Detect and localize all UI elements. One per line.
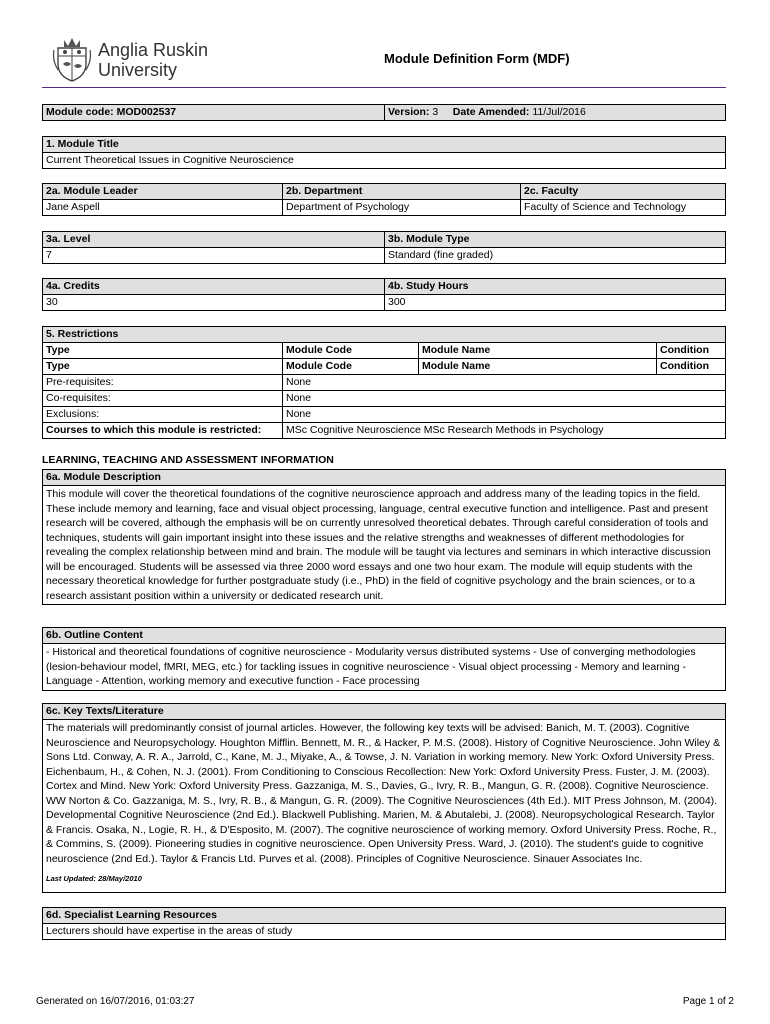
module-leader-value: Jane Aspell <box>43 200 283 216</box>
module-description-table <box>42 469 726 605</box>
credits-value: 30 <box>43 295 385 311</box>
outline-content-text: - Historical and theoretical foundations of cognitive neuroscience - Modularity versus distributed systems - Use of converging methodologies (lesion-behaviour model, fMRI, MEG, etc.) for tackling issues in cognitive neuroscience - Visual object processing - Memory and learning - Language - Attention, working memory and executive function - Face processing <box>43 644 726 691</box>
module-description-text: This module will cover the theoretical foundations of the cognitive neuroscience approach and address many of the leading topics in the field. These include memory and learning, face and visual object processing, language, central executive function and intelligence. Past and present research will be covered, although the emphasis will be on currently unresolved theoretical debates. Through careful consideration of tools and techniques, students will gain important insight into these issues and the relative strengths and weaknesses of different methodologies for revealing the complex relationship between mind and brain. The module will be taught via lectures and seminars in which interactive discussion will be encouraged. Students will be assessed via three 2000 word essays and one two hour exam. The module will equip students with the necessary theoretical knowledge for further postgraduate study (i.e., PhD) in the field of cognitive psychology and the brain sciences, or to a research assistant position within a university or dedicated research unit. <box>43 486 726 605</box>
module-code: Module code: MOD002537 <box>43 105 385 121</box>
study-hours-label: 4b. Study Hours <box>385 279 726 295</box>
module-description-label: 6a. Module Description <box>43 470 726 486</box>
restricted-courses-value: MSc Cognitive Neuroscience MSc Research Methods in Psychology <box>283 423 726 439</box>
restriction-value: None <box>283 407 726 423</box>
col-module-code: Module Code <box>283 359 419 375</box>
last-updated: Last Updated: 28/May/2010 <box>46 874 142 883</box>
restriction-value: None <box>283 375 726 391</box>
department-value: Department of Psychology <box>283 200 521 216</box>
outline-content-table <box>42 627 726 691</box>
generated-timestamp: Generated on 16/07/2016, 01:03:27 <box>36 996 195 1007</box>
col-module-code: Module Code <box>283 343 419 359</box>
col-condition: Condition <box>657 359 726 375</box>
credits-label: 4a. Credits <box>43 279 385 295</box>
university-logo <box>52 36 212 84</box>
date-amended-label: Date Amended: <box>452 106 530 118</box>
module-type-value: Standard (fine graded) <box>385 248 726 264</box>
crest-icon <box>52 36 92 82</box>
restrictions-table <box>42 326 726 439</box>
module-type-label: 3b. Module Type <box>385 232 726 248</box>
outline-content-label: 6b. Outline Content <box>43 628 726 644</box>
key-texts-label: 6c. Key Texts/Literature <box>43 704 726 720</box>
col-condition: Condition <box>657 343 726 359</box>
key-texts-text: The materials will predominantly consist of journal articles. However, the following key texts will be advised: Banich, M. T. (2003). Cognitive Neuroscience and Neuropsychology. Houghton Mifflin. Bennett, M. R., & Hacker, P. M.S. (2008). History of Cognitive Neuroscience. John Wiley & Sons Ltd. Conway, A. R. A., Jarrold, C., Kane, M. J., Miyake, A., & Towse, J. N. Variation in working memory. New York: Oxford University Press. Eichenbaum, H., & Cohen, N. J. (2001). From Conditioning to Conscious Recollection: New York: Oxford University Press. Fuster, J. M. (2003). Cortex and Mind. New York: Oxford University Press. Gazzaniga, M. S., Davies, G., Ivry, R. B., Mangun, G. R. (2008). Cognitive Neuroscience. WW Norton & Co. Gazzaniga, M. S., Ivry, R. B., & Mangun, G. R. (2009). The Cognitive Neurosciences (4th Ed.). MIT Press Johnson, M. (2004). Developmental Cognitive Neuroscience (2nd Ed.). Blackwell Publishing. Marien, M. & Abutalebi, J. (2008). Neuropsychological Research. Taylor & Francis. Osaka, N., Logie, R. H., & D'Esposito, M. (2007). The cognitive neuroscience of working memory. Oxford University Press. Roche, R., & Commins, S. (2009). Pioneering studies in cognitive neuroscience. Open University Press. Ward, J. (2010). The student's guide to cognitive neuroscience (2nd Ed.). Taylor & Francis Ltd. Purves et al. (2008). Principles of Cognitive Neuroscience. Sinauer Associates Inc. <box>46 722 721 865</box>
key-texts-cell <box>43 720 726 893</box>
restriction-type: Exclusions: <box>43 407 283 423</box>
department-label: 2b. Department <box>283 184 521 200</box>
faculty-label: 2c. Faculty <box>521 184 726 200</box>
level-label: 3a. Level <box>43 232 385 248</box>
title-divider <box>42 87 726 88</box>
col-type: Type <box>43 359 283 375</box>
faculty-value: Faculty of Science and Technology <box>521 200 726 216</box>
learning-resources-label: 6d. Specialist Learning Resources <box>43 908 726 924</box>
leader-table <box>42 183 726 216</box>
module-title-label: 1. Module Title <box>43 137 726 153</box>
restrictions-label: 5. Restrictions <box>43 327 726 343</box>
level-value: 7 <box>43 248 385 264</box>
table-row <box>43 375 726 391</box>
col-type: Type <box>43 343 283 359</box>
form-title: Module Definition Form (MDF) <box>384 51 570 66</box>
version-label: Version: <box>388 106 430 118</box>
module-title-value: Current Theoretical Issues in Cognitive Neuroscience <box>43 153 726 169</box>
page-number: Page 1 of 2 <box>682 996 734 1007</box>
date-amended-value: 11/Jul/2016 <box>532 106 586 118</box>
learning-resources-table <box>42 907 726 940</box>
key-texts-table <box>42 703 726 893</box>
wordmark-line2: University <box>98 60 178 80</box>
restriction-type: Co-requisites: <box>43 391 283 407</box>
university-wordmark <box>98 40 208 80</box>
table-row <box>43 391 726 407</box>
study-hours-value: 300 <box>385 295 726 311</box>
wordmark-line1: Anglia Ruskin <box>98 40 209 60</box>
version-value: 3 <box>432 106 439 118</box>
table-row <box>43 423 726 439</box>
version-cell <box>385 105 726 121</box>
lta-section-heading: LEARNING, TEACHING AND ASSESSMENT INFORMATION <box>42 454 334 466</box>
module-code-table <box>42 104 726 121</box>
module-title-table <box>42 136 726 169</box>
module-leader-label: 2a. Module Leader <box>43 184 283 200</box>
restricted-courses-label: Courses to which this module is restricted: <box>43 423 283 439</box>
restriction-value: None <box>283 391 726 407</box>
credits-table <box>42 278 726 311</box>
learning-resources-text: Lecturers should have expertise in the areas of study <box>43 924 726 940</box>
col-module-name: Module Name <box>419 343 657 359</box>
col-module-name: Module Name <box>419 359 657 375</box>
restriction-type: Pre-requisites: <box>43 375 283 391</box>
level-table <box>42 231 726 264</box>
table-row <box>43 407 726 423</box>
